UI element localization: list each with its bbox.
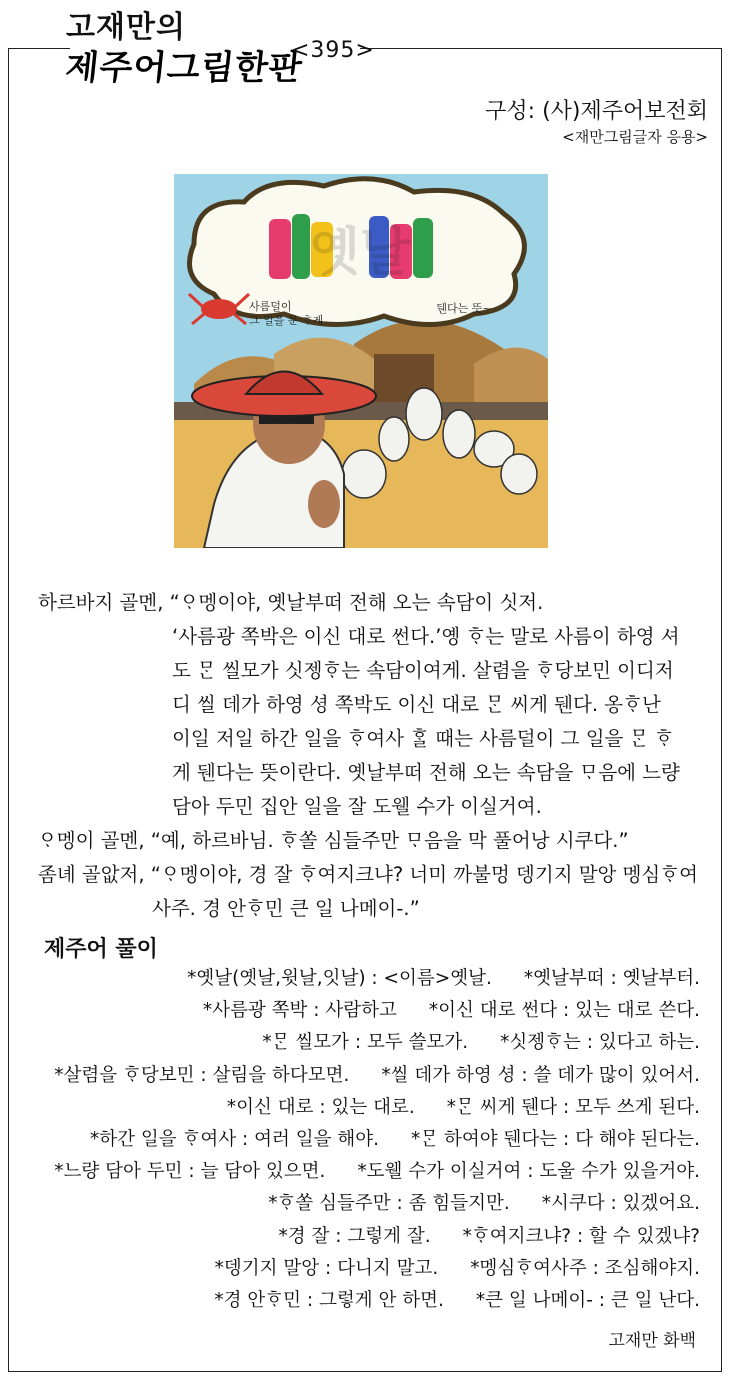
cartoon-illustration [174, 174, 548, 548]
illustration-title: 옛날 [309, 223, 411, 283]
glossary-row [20, 1124, 700, 1156]
glossary-term: *하간 일을 ᄒᆞ여사 : 여러 일을 해야. [90, 1129, 380, 1151]
story-text [38, 586, 706, 926]
glossary-row [20, 1253, 700, 1285]
glossary-row [20, 1092, 700, 1124]
glossary-row [20, 1285, 700, 1317]
artist-credit: 고재만 화백 [608, 1331, 696, 1351]
caption-left-2: 그 일을 문 ᄒᆞ게 [249, 314, 324, 327]
story-line: 좀녜 골앖저, “ᄋᆞ멩이야, 경 잘 ᄒᆞ여지크냐? 너미 까불멍 뎅기지 말앙 멩심ᄒᆞ여 [38, 863, 698, 886]
glossary-row [20, 1027, 700, 1059]
glossary-term: *느량 담아 두민 : 늘 담아 있으면. [54, 1161, 326, 1183]
glossary-row [20, 1060, 700, 1092]
glossary-term: *씰 데가 하영 셩 : 쓸 데가 많이 있어서. [381, 1064, 700, 1086]
glossary-term: *ᄒᆞ쏠 심들주만 : 좀 힘들지만. [268, 1193, 510, 1215]
series-number: <395> [291, 38, 375, 63]
story-line: 게 뒌다는 뜻이란다. 옛날부떠 전해 오는 속담을 ᄆᆞ음에 느량 [172, 761, 680, 784]
glossary-term: *ᄆᆞᆫ 씰모가 : 모두 쓸모가. [262, 1032, 469, 1054]
story-line: ‘사름광 쪽박은 이신 대로 썬다.’옝 ᄒᆞ는 말로 사름이 하영 셔 [172, 625, 680, 648]
caption-right: 뒌다는 뜻~ [436, 302, 492, 315]
glossary-term: *살렴을 ᄒᆞ당보민 : 살림을 하다모면. [54, 1064, 350, 1086]
glossary-term: *경 안ᄒᆞ민 : 그렇게 안 하면. [214, 1290, 444, 1312]
glossary-term: *이신 대로 썬다 : 있는 대로 쓴다. [428, 1000, 700, 1022]
glossary-term: *도웰 수가 이실거여 : 도울 수가 있을거야. [357, 1161, 700, 1183]
story-line: 이일 저일 하간 일을 ᄒᆞ여사 ᄒᆞᆯ 때는 사름덜이 그 일을 ᄆᆞᆫ ᄒᆞ [172, 727, 674, 750]
glossary-term: *시쿠다 : 있겠어요. [541, 1193, 700, 1215]
glossary-row [20, 963, 700, 995]
glossary-row [20, 1221, 700, 1253]
glossary-term: *옛날(옛날,윗날,잇날) : <이름>옛날. [187, 968, 492, 989]
caption-left-1: 사름덜이 [249, 300, 292, 313]
story-line: 디 씰 데가 하영 셩 쪽박도 이신 대로 ᄆᆞᆫ 씨게 뒌다. 옹ᄒᆞ난 [172, 693, 661, 716]
story-line: 사주. 경 안ᄒᆞ민 큰 일 나메이-.” [152, 897, 420, 920]
glossary-term: *멩심ᄒᆞ여사주 : 조심해야지. [470, 1257, 700, 1279]
glossary-term: *ᄆᆞᆫ 하여야 뒌다는 : 다 해야 된다는. [411, 1129, 700, 1151]
glossary-term: *옛날부떠 : 옛날부터. [523, 968, 700, 989]
glossary-row [20, 1156, 700, 1188]
glossary-term: *이신 대로 : 있는 대로. [226, 1096, 415, 1118]
story-line: 담아 두민 집안 일을 잘 도웰 수가 이실거여. [172, 795, 542, 818]
glossary [20, 963, 700, 1317]
frame-top-right-line [360, 48, 722, 49]
story-line: 하르바지 골멘, “ᄋᆞ멩이야, 옛날부떠 전해 오는 속담이 싯저. [38, 591, 544, 614]
story-line: 도 ᄆᆞᆫ 씰모가 싯젱ᄒᆞ는 속담이여게. 살렴을 ᄒᆞ당보민 이디저 [172, 659, 674, 682]
glossary-heading: 제주어 풀이 [44, 937, 158, 962]
glossary-row [20, 1188, 700, 1220]
glossary-term: *싯젱ᄒᆞ는 : 있다고 하는. [500, 1032, 700, 1054]
credit-line: 구성: (사)제주어보전회 [485, 99, 708, 124]
glossary-term: *큰 일 나메이- : 큰 일 난다. [475, 1290, 700, 1312]
story-line: ᄋᆞ멩이 골멘, “예, 하르바님. ᄒᆞ쏠 심들주만 ᄆᆞ음을 막 풀어낭 시쿠다.” [38, 829, 629, 852]
frame-top-left-line [8, 48, 70, 49]
glossary-term: *경 잘 : 그렇게 잘. [278, 1225, 431, 1247]
series-author: 고재만의 [66, 10, 186, 45]
glossary-term: *ᄆᆞᆫ 씨게 뒌다 : 모두 쓰게 된다. [446, 1096, 700, 1118]
glossary-term: *뎅기지 말앙 : 다니지 말고. [214, 1257, 439, 1279]
series-title: 제주어그림한판 [63, 48, 305, 88]
credit-sub: <재만그림글자 응용> [562, 128, 708, 146]
glossary-row [20, 995, 700, 1027]
glossary-term: *ᄒᆞ여지크냐? : 할 수 있겠냐? [462, 1225, 700, 1247]
glossary-term: *사름광 쪽박 : 사람하고 [202, 1000, 397, 1022]
